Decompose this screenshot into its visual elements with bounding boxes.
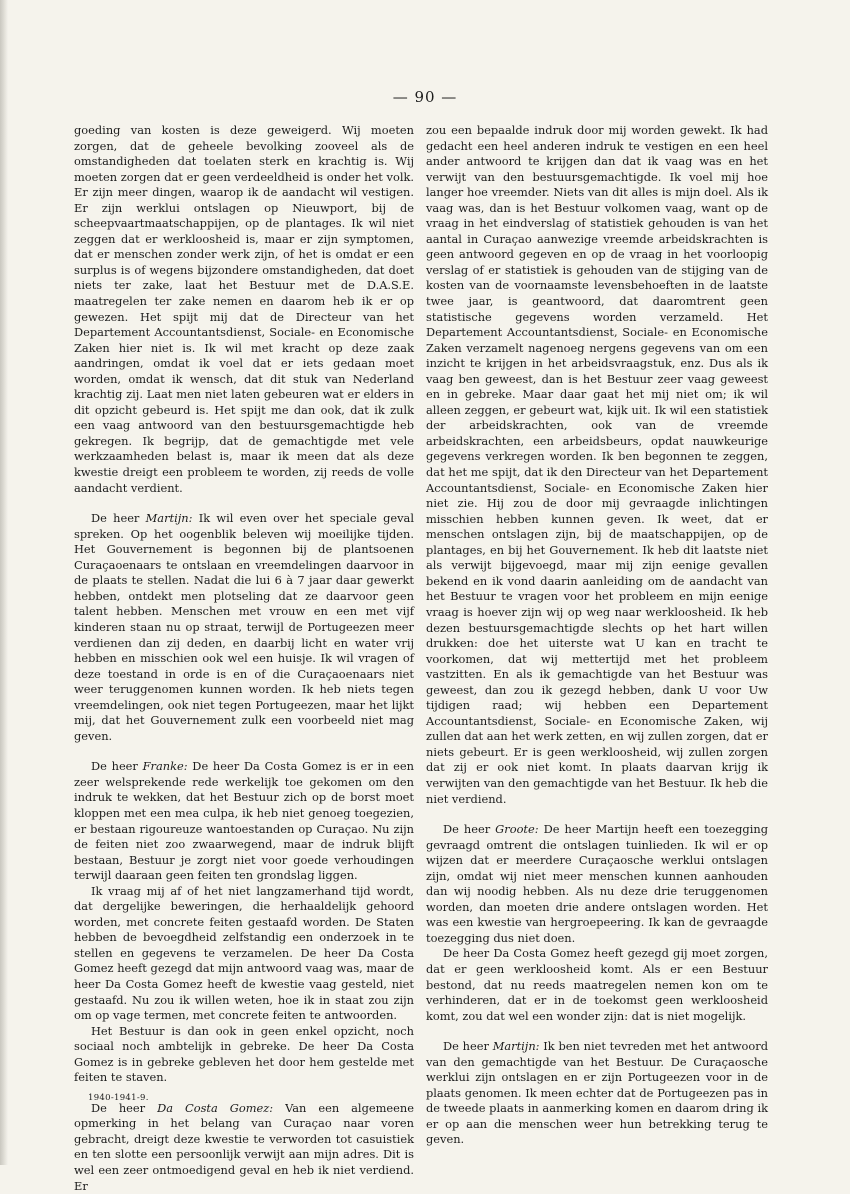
page-edge-shadow xyxy=(0,0,8,1165)
speaker-name-da-costa-gomez: Da Costa Gomez: xyxy=(157,1100,274,1115)
speech-text: Ik ben niet tevreden met het antwoord van den gemachtigde van het Bestuur. De Curaçaosche werklui zijn ontslagen en er zijn Portugeezen voor in de plaats genomen. Ik meen echter dat de Portugeezen pas in de tweede plaats in aanmerking komen en daarom dring ik er op aan die menschen weer hun betrekking terug te geven. xyxy=(426,1039,768,1147)
speaker-prefix: De heer xyxy=(91,511,146,526)
left-paragraph-franke xyxy=(74,759,414,883)
left-column xyxy=(74,123,414,1194)
page-number: — 90 — xyxy=(392,88,458,106)
speaker-prefix: De heer xyxy=(91,759,143,774)
left-paragraph-4: Ik vraag mij af of het niet langzamerhand tijd wordt, dat dergelijke beweringen, die herhaaldelijk gehoord worden, met concrete feiten gestaafd worden. De Staten hebben de bevoegdheid zelfstandig een onderzoek in te stellen en gegevens te verzamelen. De heer Da Costa Gomez heeft gezegd dat mijn antwoord vaag was, maar de heer Da Costa Gomez heeft de kwestie vaag gesteld, niet gestaafd. Nu zou ik willen weten, hoe ik in staat zou zijn om op vage termen, met concrete feiten te antwoorden. xyxy=(74,883,414,1023)
speaker-name-martijn: Martijn: xyxy=(145,511,193,526)
right-paragraph-groote xyxy=(426,822,768,946)
speaker-prefix: De heer xyxy=(443,1039,493,1054)
footer-code: 1940-1941-9. xyxy=(88,1093,149,1103)
speaker-prefix: De heer xyxy=(443,822,496,837)
speech-text: Van een algemeene opmerking in het belang van Curaçao naar voren gebracht, dreigt deze kwestie te verworden tot casuistiek en ten slotte een persoonlijk verwijt aan mijn adres. Dit is wel een zeer ontmoedigend geval en heb ik niet verdiend. Er xyxy=(74,1100,414,1193)
left-paragraph-5: Het Bestuur is dan ook in geen enkel opzicht, noch sociaal noch ambtelijk in gebreke. De heer Da Costa Gomez is in gebreke gebleven het door hem gestelde met feiten te staven. xyxy=(74,1023,414,1085)
left-paragraph-da-costa-gomez xyxy=(74,1101,414,1194)
speech-text: De heer Da Costa Gomez is er in een zeer welsprekende rede werkelijk toe gekomen om den indruk te wekken, dat het Bestuur zich op de borst moet kloppen met een mea culpa, ik heb niet genoeg toegezien, er bestaan rigoureuze wantoestanden op Curaçao. Nu zijn de feiten niet zoo zwaarwegend, maar de indruk blijft bestaan, Bestuur je zorgt niet voor goede verhoudingen terwijl daaraan geen feiten ten grondslag liggen. xyxy=(74,759,414,883)
left-paragraph-1: goeding van kosten is deze geweigerd. Wij moeten zorgen, dat de geheele bevolking zooveel als de omstandigheden dat toelaten sterk en krachtig is. Wij moeten zorgen dat er geen verdeeldheid is onder het volk. Er zijn meer dingen, waarop ik de aandacht wil vestigen. Er zijn werklui ontslagen op Nieuwport, bij de scheepvaartmaatschappijen, op de plantages. Ik wil niet zeggen dat er werkloosheid is, maar er zijn symptomen, dat er menschen zonder werk zijn, of het is omdat er een surplus is of wegens bijzondere omstandigheden, dat doet niets ter zake, laat het Bestuur met de D.A.S.E. maatregelen ter zake nemen en daarom heb ik er op gewezen. Het spijt mij dat de Directeur van het Departement Accountantsdienst, Sociale- en Economische Zaken hier niet is. Ik wil met kracht op deze zaak aandringen, omdat ik voel dat er iets gedaan moet worden, omdat ik wensch, dat dit stuk van Nederland krachtig zij. Laat men niet laten gebeuren wat er elders in dit opzicht gebeurd is. Het spijt me dan ook, dat ik zulk een vaag antwoord van den bestuursgemachtigde heb gekregen. Ik begrijp, dat de gemachtigde met vele werkzaamheden belast is, maar ik meen dat als deze kwestie dreigt een probleem te worden, zij reeds de volle aandacht verdient. xyxy=(74,123,414,495)
speech-text: De heer Martijn heeft een toezegging gevraagd omtrent die ontslagen tuinlieden. Ik wil er op wijzen dat er meerdere Curaçaosche werklui ontslagen zijn, omdat wij niet meer menschen kunnen aanhouden dan wij noodig hebben. Als nu deze drie teruggenomen worden, dan moeten drie andere ontslagen worden. Het was een kwestie van hergroepeering. Ik kan de gevraagde toezegging dus niet doen. xyxy=(426,822,768,945)
right-paragraph-3: De heer Da Costa Gomez heeft gezegd gij moet zorgen, dat er geen werkloosheid komt. Als er een Bestuur bestond, dat nu reeds maatregelen nemen kon om te verhinderen, dat er in de toekomst geen werkloosheid komt, zou dat wel een wonder zijn: dat is niet mogelijk. xyxy=(426,946,768,1023)
left-paragraph-martijn xyxy=(74,511,414,744)
speaker-prefix: De heer xyxy=(91,1100,158,1115)
speech-text: Ik wil even over het speciale geval spreken. Op het oogenblik beleven wij moeilijke tijden. Het Gouvernement is begonnen bij de plantsoenen Curaçaoenaars te ontslaan en vreemdelingen daarvoor in de plaats te stellen. Nadat die lui 6 à 7 jaar daar gewerkt hebben, ontdekt men plotseling dat ze daarvoor geen talent hebben. Menschen met vrouw en een met vijf kinderen staan nu op straat, terwijl de Portugeezen meer verdienen dan zij deden, en daarbij licht en water vrij hebben en misschien ook wel een huisje. Ik wil vragen of deze toestand in orde is en of die Curaçaoenaars niet weer teruggenomen kunnen worden. Ik heb niets tegen vreemdelingen, ook niet tegen Portugeezen, maar het lijkt mij, dat het Gouvernement zulk een voorbeeld niet mag geven. xyxy=(74,511,414,743)
right-paragraph-martijn xyxy=(426,1039,768,1148)
right-paragraph-1: zou een bepaalde indruk door mij worden gewekt. Ik had gedacht een heel anderen indruk te vestigen en een heel ander antwoord te krijgen dan dat ik vaag was en het verwijt van den bestuursgemachtigde. Ik voel mij hoe langer hoe vreemder. Niets van dit alles is mijn doel. Als ik vaag was, dan is het Bestuur volkomen vaag, want op de vraag in het eindverslag of statistiek gehouden is van het aantal in Curaçao aanwezige vreemde arbeidskrachten is geen antwoord gegeven en op de vraag in het voorloopig verslag of er statistiek is gehouden van de stijging van de kosten van de voornaamste levensbehoeften in de laatste twee jaar, is geantwoord, dat daaromtrent geen statistische gegevens worden verzameld. Het Departement Accountantsdienst, Sociale- en Economische Zaken verzamelt nagenoeg nergens gegevens van om een inzicht te krijgen in het arbeidsvraagstuk, enz. Dus als ik vaag ben geweest, dan is het Bestuur zeer vaag geweest en in gebreke. Maar daar gaat het mij niet om; ik wil alleen zeggen, er gebeurt wat, kijk uit. Ik wil een statistiek der arbeidskrachten, ook van de vreemde arbeidskrachten, een arbeidsbeurs, opdat nauwkeurige gegevens verkregen worden. Ik ben begonnen te zeggen, dat het me spijt, dat ik den Directeur van het Departement Accountantsdienst, Sociale- en Economische Zaken hier niet zie. Hij zou de door mij gevraagde inlichtingen misschien hebben kunnen geven. Ik weet, dat er menschen ontslagen zijn, bij de maatschappijen, op de plantages, en bij het Gouvernement. Ik heb dit laatste niet als verwijt bijgevoegd, maar mij zijn eenige gevallen bekend en ik vond daarin aanleiding om de aandacht van het Bestuur te vragen voor het probleem en mijn eenige vraag is hoever zijn wij op weg naar werkloosheid. Ik heb dezen bestuursgemachtigde slechts op het hart willen drukken: doe het uiterste wat U kan en tracht te voorkomen, dat wij mettertijd met het probleem vastzitten. En als ik gemachtigde van het Bestuur was geweest, dan zou ik gezegd hebben, dank U voor Uw tijdigen raad; wij hebben een Departement Accountantsdienst, Sociale- en Economische Zaken, wij zullen dat aan het werk zetten, en wij zullen zorgen, dat er niets gebeurt. Er is geen werkloosheid, wij zullen zorgen dat zij er ook niet komt. In plaats daarvan krijg ik verwijten van den gemachtigde van het Bestuur. Ik heb die niet verdiend. xyxy=(426,123,768,806)
speaker-name-franke: Franke: xyxy=(142,759,188,774)
speaker-name-groote: Groote: xyxy=(495,822,539,837)
speaker-name-martijn: Martijn: xyxy=(492,1039,540,1054)
right-column xyxy=(426,123,768,1148)
